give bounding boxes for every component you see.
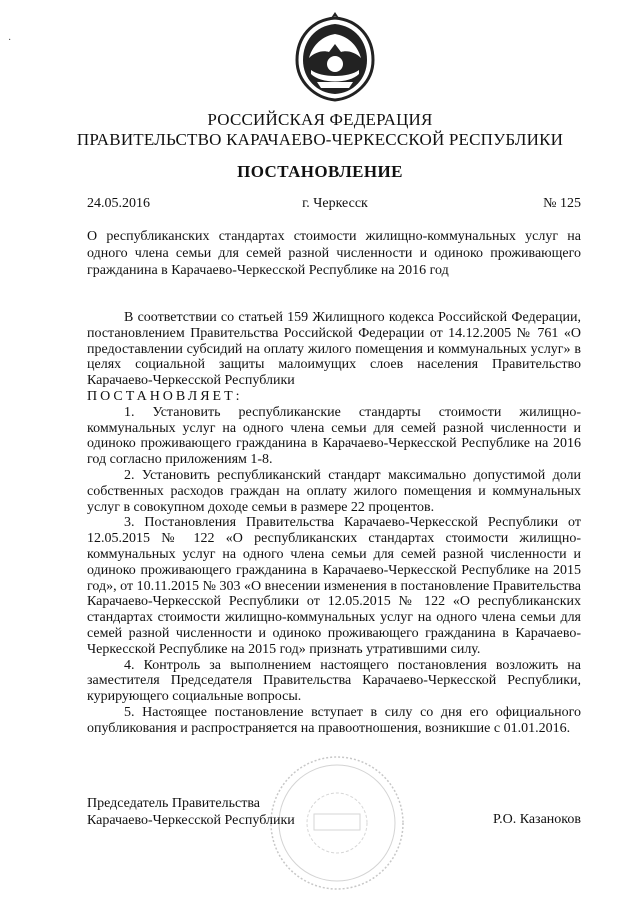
document-subject: О республиканских стандартах стоимости жилищно-коммунальных услуг на одного члена семьи для семей разной численности и одиноко проживающего гражданина в Карачаево-Черкесской Республике на 2016 год	[87, 229, 581, 278]
item-paragraph-3: 3. Постановления Правительства Карачаево-Черкесской Республики от 12.05.2015 № 122 «О республиканских стандартах стоимости жилищно-коммунальных услуг на одного члена семьи для семей разной численности и одиноко проживающего гражданина в Карачаево-Черкесской Республике на 2015 год», от 10.11.2015 № 303 «О внесении изменения в постановление Правительства Карачаево-Черкесской Республики от 12.05.2015 № 122 «О республиканских стандартах стоимости жилищно-коммунальных услуг на одного члена семьи для семей разной численности и одиноко проживающего гражданина в Карачаево-Черкесской Республике на 2015 год» признать утратившими силу.	[87, 515, 581, 657]
preamble-paragraph: В соответствии со статьей 159 Жилищного кодекса Российской Федерации, постановлением Правительства Российской Федерации от 14.12.2005 № 761 «О предоставлении субсидий на оплату жилого помещения и коммунальных услуг» в целях социальной защиты малоимущих слоев населения Правительство Карачаево-Черкесской Республики	[87, 310, 581, 389]
signatory-position	[87, 795, 295, 829]
header-government: ПРАВИТЕЛЬСТВО КАРАЧАЕВО-ЧЕРКЕССКОЙ РЕСПУБЛИКИ	[76, 130, 564, 149]
decree-heading: ПОСТАНОВЛЯЕТ:	[87, 388, 243, 404]
document-city: г. Черкесск	[302, 196, 368, 211]
document-body	[87, 310, 581, 737]
document-number: № 125	[543, 196, 581, 211]
item-paragraph-4: 4. Контроль за выполнением настоящего постановления возложить на заместителя Председателя Правительства Карачаево-Черкесской Республики, курирующего социальные вопросы.	[87, 657, 581, 705]
item-paragraph-5: 5. Настоящее постановление вступает в силу со дня его официального опубликования и распространяется на правоотношения, возникшие с 01.01.2016.	[87, 704, 581, 736]
coat-of-arms-emblem	[289, 8, 381, 104]
scan-mark: ·	[8, 35, 12, 46]
signatory-position-line2: Карачаево-Черкесской Республики	[87, 813, 295, 828]
item-paragraph-2: 2. Установить республиканский стандарт максимально допустимой доли собственных расходов граждан на оплату жилого помещения и коммунальных услуг в совокупном доходе семьи в размере 22 процентов.	[87, 467, 581, 515]
signatory-position-line1: Председатель Правительства	[87, 796, 260, 811]
document-date: 24.05.2016	[87, 196, 150, 211]
item-paragraph-1: 1. Установить республиканские стандарты стоимости жилищно-коммунальных услуг на одного члена семьи для семей разной численности и одиноко проживающего гражданина в Карачаево-Черкесской Республике на 2016 год согласно приложениям 1-8.	[87, 404, 581, 468]
document-type-title: ПОСТАНОВЛЕНИЕ	[237, 162, 403, 181]
signatory-name: Р.О. Казаноков	[493, 812, 581, 827]
header-country: РОССИЙСКАЯ ФЕДЕРАЦИЯ	[207, 110, 433, 129]
